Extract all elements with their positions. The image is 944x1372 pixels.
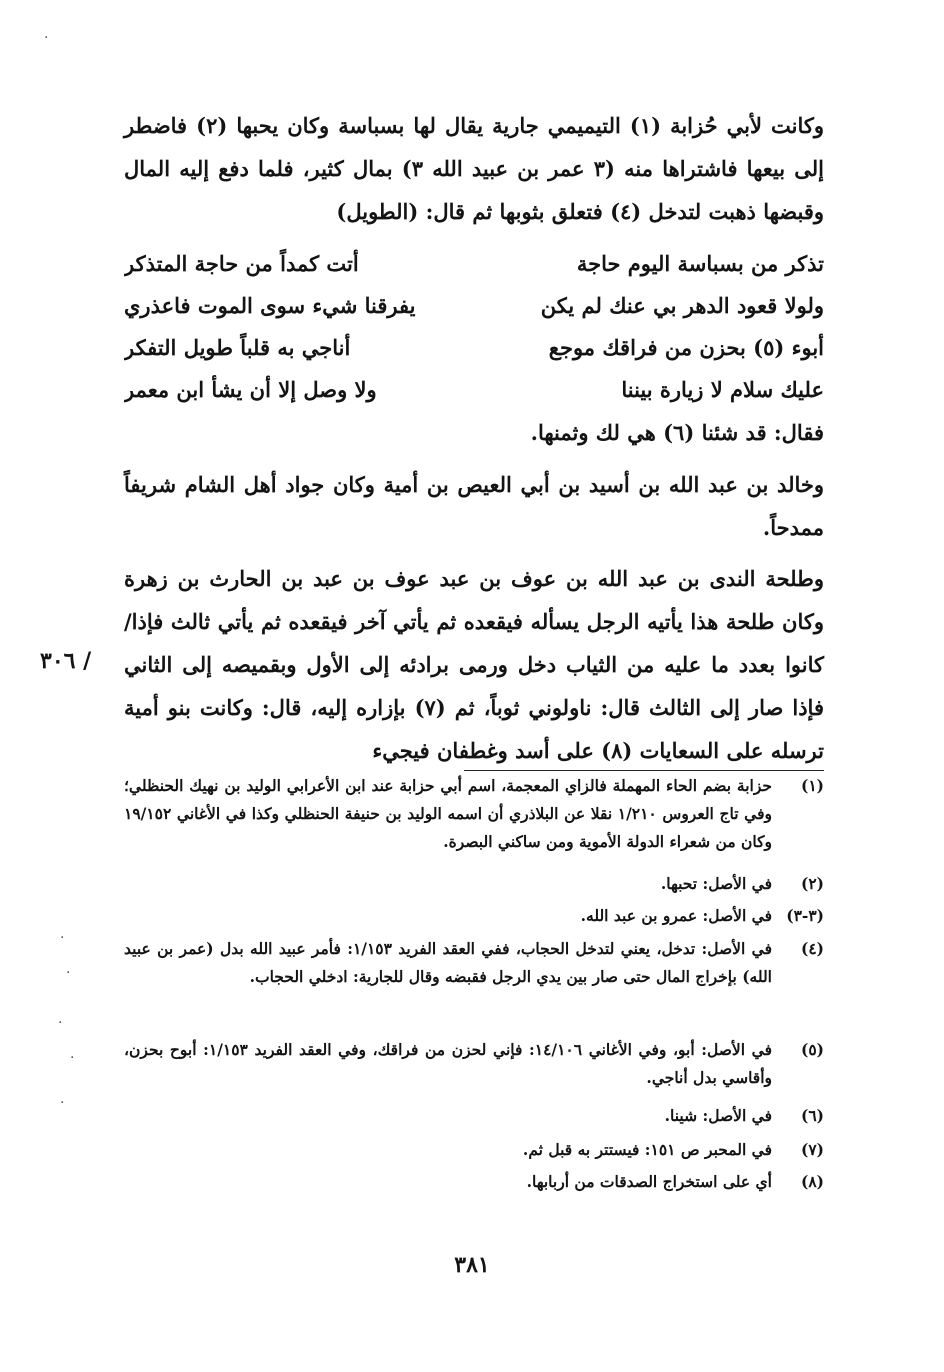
footnote-text: في المحبر ص ١٥١: فيستتر به قبل ثم.	[522, 1140, 772, 1159]
footnote-text: في الأصل: تحبها.	[660, 874, 772, 893]
footnote-text: في الأصل: شينا.	[664, 1106, 772, 1125]
paragraph-talha	[124, 557, 824, 772]
poem-first-hemistich: عليك سلام لا زيارة بيننا	[621, 377, 824, 402]
paragraph-reply	[124, 411, 824, 454]
poem-first-hemistich: تذكر من بسباسة اليوم حاجة	[576, 251, 824, 276]
footnote-text: في الأصل: أبو، وفي الأغاني ١٤/١٠٦: فإني لحزن من فراقك، وفي العقد الفريد ١/١٥٣: أبوح بحزن، وأقاسي بدل أناجي.	[124, 1040, 773, 1087]
footnote-number: (٢)	[800, 874, 824, 893]
poem-second-hemistich: ولا وصل إلا أن يشأ ابن معمر	[124, 377, 377, 402]
footnote-number: (٦)	[800, 1106, 824, 1125]
footnote-number: (٥)	[800, 1040, 824, 1059]
poem-first-hemistich: أبوء (٥) بحزن من فراقك موجع	[548, 335, 824, 360]
footnote-text: في الأصل: عمرو بن عبد الله.	[580, 906, 772, 925]
footnote-item	[124, 772, 824, 856]
margin-folio-mark: ٣٠٦ /	[40, 648, 92, 674]
footnote-number: (٤)	[800, 939, 824, 958]
scan-speck: ·	[58, 1015, 63, 1031]
scan-speck: ·	[44, 30, 49, 46]
poem-second-hemistich: يفرقنا شيء سوى الموت فاعذري	[124, 293, 416, 318]
footnote-text: في الأصل: تدخل، يعني لتدخل الحجاب، ففي العقد الفريد ١/١٥٣: فأمر عبيد الله بدل (عمر بن عبيد الله) بإخراج المال حتى صار بين يدي الرجل فقبضه وقال للجارية: ادخلي الحجاب.	[124, 939, 772, 986]
poem-second-hemistich: أناجي به قلباً طويل التفكر	[124, 335, 351, 360]
paragraph-text: وطلحة الندى بن عبد الله بن عوف بن عبد عوف بن عبد بن الحارث بن زهرة وكان طلحة هذا يأتيه الرجل يسأله فيقعده ثم يأتي آخر فيقعده ثم يأتي ثالث فإذا/ كانوا بعدد ما عليه من الثياب دخل ورمى برادئه إلى الأول وبقميصه إلى الثاني فإذا صار إلى الثالث قال: ناولوني ثوباً، ثم (٧) بإزاره إليه، قال: وكانت بنو أمية ترسله على السعايات (٨) على أسد وغطفان فيجيء	[124, 566, 824, 763]
poem-first-hemistich: ولولا قعود الدهر بي عنك لم يكن	[540, 293, 824, 318]
poem-second-hemistich: أتت كمداً من حاجة المتذكر	[124, 251, 359, 276]
footnote-item	[124, 902, 824, 930]
poem-line	[124, 285, 824, 327]
footnote-separator	[464, 770, 824, 771]
footnote-item	[124, 935, 824, 991]
footnote-item	[124, 1102, 824, 1130]
footnote-text: حزابة بضم الحاء المهملة فالزاي المعجمة، اسم أبي حزابة عند ابن الأعرابي الوليد بن نهيك الحنظلي؛ وفي تاج العروس ١/٢١٠ نقلا عن البلاذري أن اسمه الوليد بن حنيفة الحنظلي وكذا في الأغاني ١٩/١٥٢ وكان من شعراء الدولة الأموية ومن ساكني البصرة.	[124, 776, 772, 851]
footnote-number: (٧)	[800, 1140, 824, 1159]
scan-speck: ·	[60, 1095, 65, 1111]
footnote-number: (٣-٣)	[786, 906, 824, 925]
poem-line	[124, 369, 824, 411]
scan-speck: ·	[70, 1050, 75, 1066]
footnote-number: (٨)	[800, 1172, 824, 1191]
footnote-text: أي على استخراج الصدقات من أربابها.	[526, 1172, 772, 1191]
footnote-item	[124, 1036, 824, 1092]
scan-speck: ·	[60, 930, 65, 946]
poem-line	[124, 243, 824, 285]
paragraph-abu-huzaba	[124, 104, 824, 233]
footnote-item	[124, 1136, 824, 1164]
footnote-item	[124, 870, 824, 898]
footnote-number: (١)	[800, 776, 824, 795]
paragraph-text: وخالد بن عبد الله بن أسيد بن أبي العيص بن أمية وكان جواد أهل الشام شريفاً ممدحاً.	[124, 472, 824, 540]
footnote-item	[124, 1168, 824, 1196]
poem-line	[124, 327, 824, 369]
page-number: ٣٨١	[454, 1252, 490, 1278]
paragraph-text: فقال: قد شئنا (٦) هي لك وثمنها.	[530, 420, 824, 445]
paragraph-text: وكانت لأبي حُزابة (١) التيميمي جارية يقال لها بسباسة وكان يحبها (٢) فاضطر إلى بيعها فاشتراها منه (٣ عمر بن عبيد الله ٣) بمال كثير، فلما دفع إليه المال وقبضها ذهبت لتدخل (٤) فتعلق بثوبها ثم قال: (الطويل)	[124, 113, 825, 224]
scan-speck: ·	[66, 965, 71, 981]
paragraph-khalid	[124, 463, 824, 549]
